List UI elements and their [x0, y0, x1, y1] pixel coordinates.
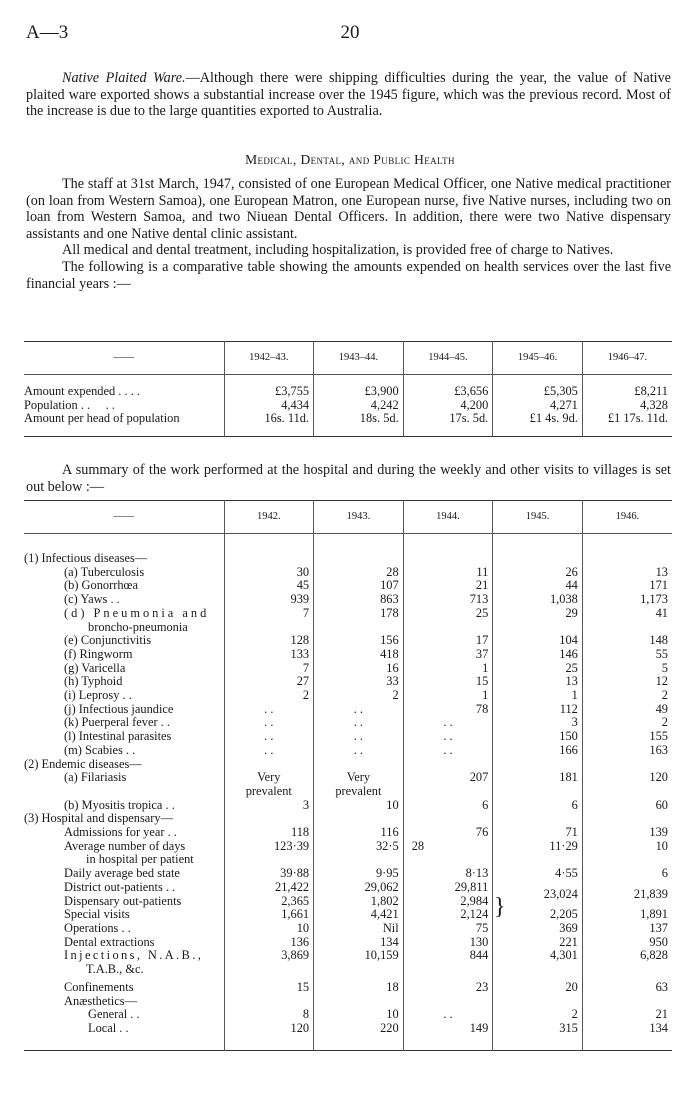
table-row [24, 908, 672, 922]
cell: . . [403, 1008, 493, 1022]
cell: 178 [314, 607, 404, 621]
cell: 1,891 [582, 908, 672, 922]
cell: 49 [582, 703, 672, 717]
row-label: Amount expended . . . . [24, 384, 140, 398]
cell: 221 [493, 936, 583, 950]
table-row [24, 675, 672, 689]
cell: Very [314, 771, 404, 785]
row-label: (k) Puerperal fever . . [64, 715, 170, 730]
health-paragraphs [26, 176, 671, 292]
row-label: Local . . [88, 1020, 129, 1035]
row-label: (d) Pneumonia and [64, 605, 210, 620]
cell: 33 [314, 675, 404, 689]
row-label: (a) Tuberculosis [64, 564, 145, 579]
table-row-continuation [24, 621, 672, 635]
cell: 4,421 [314, 908, 404, 922]
table-header-row [24, 342, 672, 375]
row-label: General . . [88, 1007, 140, 1022]
cell: 156 [314, 634, 404, 648]
row-label: (c) Yaws . . [64, 592, 120, 607]
cell: 21,839 [582, 881, 672, 908]
year-header: 1945–46. [493, 342, 583, 375]
table-row [24, 607, 672, 621]
cell: 130 [403, 936, 493, 950]
cell: 60 [582, 799, 672, 813]
cell: 418 [314, 648, 404, 662]
cell: . . [224, 730, 314, 744]
cell: Nil [314, 922, 404, 936]
cell: 45 [224, 579, 314, 593]
cell: 5 [582, 662, 672, 676]
cell: 25 [403, 607, 493, 621]
cell: 78 [403, 703, 493, 717]
cell: . . [403, 730, 493, 744]
table-row [24, 799, 672, 813]
cell: £1 17s. 11d. [582, 412, 672, 426]
table-row [24, 922, 672, 936]
table-row [24, 579, 672, 593]
cell: 134 [582, 1022, 672, 1036]
cell: 28 [403, 840, 493, 854]
cell: 220 [314, 1022, 404, 1036]
row-label: (i) Leprosy . . [64, 688, 132, 703]
group-row [24, 995, 672, 1009]
cell: 4,200 [403, 399, 493, 413]
comparative-table-intro: The following is a comparative table showing the amounts expended on health services over the last five financial years :— [26, 258, 671, 292]
cell: prevalent [314, 785, 404, 799]
cell: 21,422 [224, 881, 314, 895]
cell: 120 [582, 771, 672, 785]
row-label: (h) Typhoid [64, 674, 123, 689]
table-row [24, 716, 672, 730]
cell: 123·39 [224, 840, 314, 854]
cell: £8,211 [582, 385, 672, 399]
cell: 15 [403, 675, 493, 689]
table-row [24, 744, 672, 758]
year-header: 1942. [224, 501, 314, 534]
cell: 23,024 [493, 881, 583, 908]
table-row [24, 936, 672, 950]
cell: 137 [582, 922, 672, 936]
cell: 12 [582, 675, 672, 689]
cell: 3,869 [224, 949, 314, 963]
group-label: (3) Hospital and dispensary— [24, 811, 174, 826]
cell: 2,205 [493, 908, 583, 922]
cell: 37 [403, 648, 493, 662]
cell: 30 [224, 566, 314, 580]
native-plaited-ware-paragraph [26, 70, 671, 120]
group-row [24, 758, 672, 772]
row-label: (g) Varicella [64, 660, 126, 675]
cell: 939 [224, 593, 314, 607]
year-header: 1944. [403, 501, 493, 534]
row-label: Population . . . . [24, 397, 115, 412]
cell: 713 [403, 593, 493, 607]
cell: 6 [582, 867, 672, 881]
header-dash: —— [24, 342, 224, 375]
cell: 13 [582, 566, 672, 580]
cell: 11 [403, 566, 493, 580]
cell: 18s. 5d. [314, 412, 404, 426]
cell: 15 [224, 977, 314, 995]
cell: 118 [224, 826, 314, 840]
cell: 6,828 [582, 949, 672, 963]
cell: 163 [582, 744, 672, 758]
table-row [24, 826, 672, 840]
cell: 2 [582, 689, 672, 703]
cell: 146 [493, 648, 583, 662]
cell: 20 [493, 977, 583, 995]
cell: 134 [314, 936, 404, 950]
free-treatment-paragraph: All medical and dental treatment, including hospitalization, is provided free of charge to Natives. [62, 242, 614, 259]
cell: 844 [403, 949, 493, 963]
cell: 4,434 [224, 399, 314, 413]
expenditure-table [24, 341, 672, 437]
row-label: (f) Ringworm [64, 646, 133, 661]
cell: 1,038 [493, 593, 583, 607]
group-row [24, 812, 672, 826]
cell: 2 [224, 689, 314, 703]
row-label: (b) Myositis tropica . . [64, 797, 175, 812]
cell: 136 [224, 936, 314, 950]
table-row [24, 412, 672, 426]
cell: 120 [224, 1022, 314, 1036]
cell: 112 [493, 703, 583, 717]
paragraph-text: —Although there were shipping difficulties during the year, the value of Native plaited ware exported shows a substantial increase over the 1945 figure, which was the previous record. Most of the increase is due to the large quantities exported to Australia. [26, 70, 671, 120]
cell: £3,755 [224, 385, 314, 399]
row-label-cont: in hospital per patient [86, 852, 194, 867]
cell: 7 [224, 662, 314, 676]
table-header-row [24, 501, 672, 534]
cell: . . [224, 703, 314, 717]
cell: 27 [224, 675, 314, 689]
table-row [24, 634, 672, 648]
cell: . . [403, 716, 493, 730]
year-header: 1943–44. [314, 342, 404, 375]
row-label: Special visits [64, 907, 130, 922]
cell: 3 [224, 799, 314, 813]
cell: 13 [493, 675, 583, 689]
cell: 1 [403, 662, 493, 676]
cell: prevalent [224, 785, 314, 799]
group-label: (1) Infectious diseases— [24, 551, 148, 565]
cell: 2 [314, 689, 404, 703]
summary-intro-text: A summary of the work performed at the hospital and during the weekly and other visits to villages is set out below :— [26, 462, 671, 495]
page-number: 20 [340, 22, 360, 43]
cell: 10 [224, 922, 314, 936]
cell: 128 [224, 634, 314, 648]
cell: 2,124 [403, 908, 493, 922]
cell: 71 [493, 826, 583, 840]
report-code: A—3 [26, 22, 69, 43]
brace-symbol: } [494, 894, 506, 920]
cell: . . [314, 716, 404, 730]
cell: £5,305 [493, 385, 583, 399]
group-label: (2) Endemic diseases— [24, 756, 142, 771]
cell: 39·88 [224, 867, 314, 881]
cell: 75 [403, 922, 493, 936]
year-header: 1942–43. [224, 342, 314, 375]
year-header: 1945. [493, 501, 583, 534]
cell: 6 [493, 799, 583, 813]
year-header: 1944–45. [403, 342, 493, 375]
cell: 3 [493, 716, 583, 730]
row-label: (j) Infectious jaundice [64, 701, 174, 716]
cell: 25 [493, 662, 583, 676]
cell: 133 [224, 648, 314, 662]
cell: 29,062 [314, 881, 404, 895]
cell: 4·55 [493, 867, 583, 881]
cell: 10 [314, 799, 404, 813]
cell: £3,900 [314, 385, 404, 399]
cell: . . [403, 744, 493, 758]
row-label: Daily average bed state [64, 866, 180, 881]
row-label: Dental extractions [64, 934, 155, 949]
cell: 32·5 [314, 840, 404, 854]
cell: 18 [314, 977, 404, 995]
cell: . . [314, 744, 404, 758]
cell: 8 [224, 1008, 314, 1022]
table-row [24, 648, 672, 662]
cell: 863 [314, 593, 404, 607]
year-header: 1943. [314, 501, 404, 534]
table-row-continuation [24, 963, 672, 977]
table-row [24, 730, 672, 744]
cell: 63 [582, 977, 672, 995]
table-row [24, 593, 672, 607]
row-label: Injections, N.A.B., [64, 948, 204, 963]
cell: 23 [403, 977, 493, 995]
cell: 207 [403, 771, 493, 785]
cell: 148 [582, 634, 672, 648]
cell: 76 [403, 826, 493, 840]
cell: 4,328 [582, 399, 672, 413]
table-row [24, 566, 672, 580]
cell: 41 [582, 607, 672, 621]
cell: 1,173 [582, 593, 672, 607]
cell: 2,984 [403, 895, 493, 909]
table-row [24, 385, 672, 399]
cell: 29 [493, 607, 583, 621]
cell: 10 [582, 840, 672, 854]
cell: 9·95 [314, 867, 404, 881]
table-row [24, 1008, 672, 1022]
cell: 10,159 [314, 949, 404, 963]
cell: 315 [493, 1022, 583, 1036]
cell: . . [224, 716, 314, 730]
cell: 171 [582, 579, 672, 593]
cell: 8·13 [403, 867, 493, 881]
row-label: District out-patients . . [64, 879, 176, 894]
cell: Very [224, 771, 314, 785]
cell: 166 [493, 744, 583, 758]
table-row [24, 689, 672, 703]
row-label: Admissions for year . . [64, 825, 177, 840]
cell: 107 [314, 579, 404, 593]
row-label: (m) Scabies . . [64, 742, 136, 757]
row-label-cont: T.A.B., &c. [86, 962, 144, 977]
cell: 149 [403, 1022, 493, 1036]
cell: 11·29 [493, 840, 583, 854]
table-row [24, 1022, 672, 1036]
cell: . . [224, 744, 314, 758]
cell: 139 [582, 826, 672, 840]
year-header: 1946. [582, 501, 672, 534]
section-title: Medical, Dental, and Public Health [245, 152, 455, 167]
header-dash: —— [24, 501, 224, 534]
summary-intro [26, 462, 671, 495]
cell: £3,656 [403, 385, 493, 399]
row-label: Dispensary out-patients [64, 893, 182, 908]
cell: 104 [493, 634, 583, 648]
row-label: Amount per head of population [24, 411, 180, 426]
cell: 6 [403, 799, 493, 813]
cell: 116 [314, 826, 404, 840]
cell: 10 [314, 1008, 404, 1022]
cell: 1,802 [314, 895, 404, 909]
table-row [24, 662, 672, 676]
table-row-continuation [24, 785, 672, 799]
cell: 2 [493, 1008, 583, 1022]
cell: 28 [314, 566, 404, 580]
cell: 16 [314, 662, 404, 676]
table-row [24, 977, 672, 995]
cell: 4,242 [314, 399, 404, 413]
hospital-work-table [24, 500, 672, 1051]
row-label: Anæsthetics— [64, 993, 137, 1008]
cell: . . [314, 730, 404, 744]
cell: 44 [493, 579, 583, 593]
cell: 26 [493, 566, 583, 580]
row-label: Average number of days [64, 838, 186, 853]
cell: 181 [493, 771, 583, 785]
cell: 155 [582, 730, 672, 744]
cell: 17 [403, 634, 493, 648]
cell: 29,811 [403, 881, 493, 895]
table-row-continuation [24, 853, 672, 867]
cell: 1 [493, 689, 583, 703]
cell: 4,271 [493, 399, 583, 413]
year-header: 1946–47. [582, 342, 672, 375]
row-label: Operations . . [64, 920, 131, 935]
table-row [24, 949, 672, 963]
row-label: Confinements [64, 979, 134, 994]
table-row [24, 703, 672, 717]
cell: 369 [493, 922, 583, 936]
row-label: (b) Gonorrhœa [64, 578, 138, 593]
group-row [24, 552, 672, 566]
row-label: (a) Filariasis [64, 770, 127, 785]
cell: 55 [582, 648, 672, 662]
row-label: (e) Conjunctivitis [64, 633, 152, 648]
cell: 1 [403, 689, 493, 703]
cell: 16s. 11d. [224, 412, 314, 426]
cell: 21 [403, 579, 493, 593]
cell: 1,661 [224, 908, 314, 922]
staff-paragraph: The staff at 31st March, 1947, consisted of one European Medical Officer, one Native medical practitioner (on loan from Western Samoa), one European Matron, one European nurse, five Native nurses, including two on loan from Western Samoa, and two Niuean Dental Officers. In addition, there were two Native dispensary assistants and one Native dental clinic assistant. [26, 176, 671, 242]
row-label-cont: broncho-pneumonia [88, 619, 188, 634]
cell: . . [314, 703, 404, 717]
table-row [24, 881, 672, 895]
table-row [24, 399, 672, 413]
cell: 4,301 [493, 949, 583, 963]
cell: 950 [582, 936, 672, 950]
table-row [24, 840, 672, 854]
page-header [26, 22, 674, 46]
cell: 21 [582, 1008, 672, 1022]
cell: 150 [493, 730, 583, 744]
table-row [24, 867, 672, 881]
cell: 2,365 [224, 895, 314, 909]
cell: 17s. 5d. [403, 412, 493, 426]
table-row [24, 771, 672, 785]
cell: 7 [224, 607, 314, 621]
paragraph-lead: Native Plaited Ware. [62, 70, 186, 86]
cell: £1 4s. 9d. [493, 412, 583, 426]
cell: 2 [582, 716, 672, 730]
row-label: (l) Intestinal parasites [64, 729, 172, 744]
